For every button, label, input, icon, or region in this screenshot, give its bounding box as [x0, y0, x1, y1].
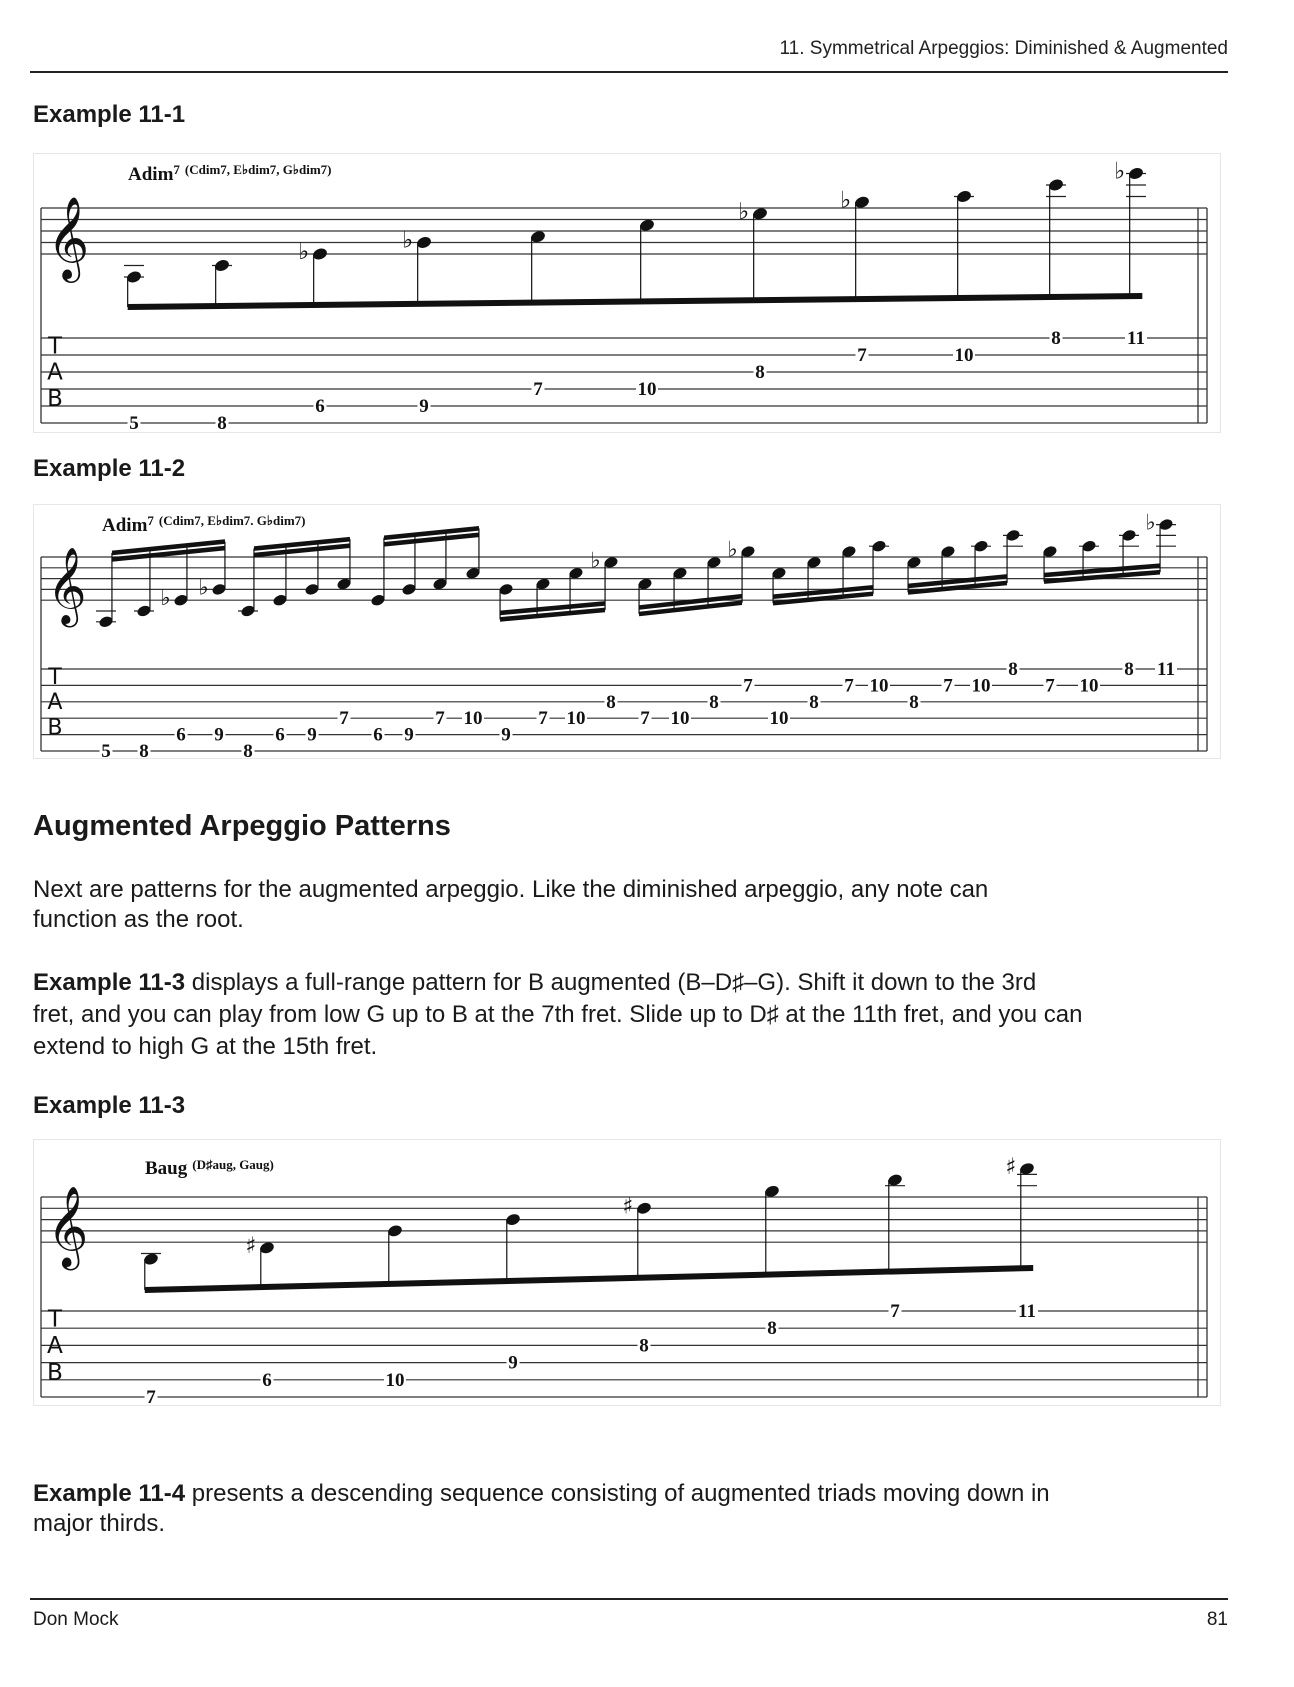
treble-clef-icon: 𝄞	[47, 1185, 89, 1268]
tab-fret-number: 7	[533, 379, 543, 400]
example-label: Example 11-2	[33, 455, 186, 482]
page-number: 81	[1206, 1609, 1228, 1630]
tab-fret-number: 6	[262, 1369, 272, 1391]
tab-fret-number: 8	[1008, 659, 1018, 680]
tab-fret-number: 8	[809, 691, 819, 713]
tab-fret-number: 7	[1045, 675, 1055, 697]
text-line	[33, 1479, 1050, 1509]
tab-fret-number: 7	[857, 345, 867, 366]
tab-fret-number: 9	[419, 396, 429, 417]
text-line: major thirds.	[33, 1510, 166, 1537]
tab-fret-number: 6	[373, 724, 383, 746]
tab-fret-number: 9	[501, 724, 511, 746]
staff-svg	[33, 1139, 1221, 1406]
paragraph-intro	[33, 875, 988, 935]
chord-alternates: (D♯aug, Gaug)	[192, 1157, 274, 1172]
chord-alternates: (Cdim7, E♭dim7, G♭dim7)	[184, 162, 332, 177]
tab-fret-number: 7	[538, 708, 548, 730]
flat-icon: ♭	[402, 227, 414, 254]
treble-clef-icon: 𝄞	[47, 546, 87, 625]
example-label: Example 11-1	[33, 101, 186, 128]
chord-alternates: (Cdim7, E♭dim7. G♭dim7)	[158, 513, 306, 528]
tab-fret-number: 10	[670, 708, 690, 730]
flat-icon: ♭	[198, 575, 209, 601]
chord-name: Baug	[145, 1158, 188, 1179]
footer-author: Don Mock	[33, 1609, 119, 1630]
sharp-icon: ♯	[1005, 1153, 1017, 1180]
tab-fret-number: 8	[243, 741, 253, 759]
sharp-icon: ♯	[245, 1232, 257, 1259]
text-line: function as the root.	[33, 906, 244, 933]
tab-fret-number: 7	[339, 708, 349, 730]
tab-fret-number: 10	[971, 675, 991, 697]
tab-fret-number: 10	[566, 708, 586, 730]
tab-fret-number: 10	[769, 708, 789, 730]
tab-fret-number: 9	[214, 724, 224, 746]
tab-fret-number: 8	[755, 362, 765, 383]
sharp-icon: ♯	[622, 1193, 634, 1220]
notation-example-11-1	[33, 153, 1221, 433]
tab-clef-letter: A	[47, 1332, 63, 1360]
tab-fret-number: 8	[1051, 328, 1061, 349]
tab-clef-letter: B	[47, 386, 63, 412]
example-label: Example 11-3	[33, 1092, 186, 1119]
flat-icon: ♭	[840, 187, 852, 214]
text-line	[33, 967, 1082, 999]
tab-fret-number: 7	[743, 675, 753, 697]
tab-fret-number: 7	[890, 1301, 900, 1322]
notation-frame	[34, 1140, 1221, 1406]
tab-fret-number: 9	[404, 724, 414, 746]
flat-icon: ♭	[1114, 158, 1126, 185]
tab-fret-number: 5	[101, 741, 111, 759]
tab-fret-number: 5	[129, 413, 139, 433]
tab-fret-number: 7	[435, 708, 445, 730]
tab-fret-number: 8	[767, 1318, 777, 1340]
tab-fret-number: 11	[1018, 1301, 1036, 1322]
flat-icon: ♭	[727, 537, 738, 563]
tab-clef-letter: T	[47, 333, 63, 360]
tab-fret-number: 8	[606, 691, 616, 713]
notation-frame	[34, 154, 1221, 433]
tab-fret-number: 7	[943, 675, 953, 697]
chord-superscript: 7	[147, 513, 154, 528]
tab-fret-number: 11	[1157, 659, 1175, 680]
flat-icon: ♭	[1145, 510, 1156, 536]
tab-fret-number: 10	[637, 379, 657, 400]
text-run: displays a full-range pattern for B augmented (B–D♯–G). Shift it down to the 3rd	[185, 969, 1037, 996]
tab-fret-number: 6	[315, 396, 325, 417]
tab-fret-number: 6	[176, 724, 186, 746]
tab-fret-number: 10	[385, 1369, 405, 1391]
text-line: fret, and you can play from low G up to B at the 7th fret. Slide up to D♯ at the 11th fret, and you can	[33, 1001, 1083, 1028]
flat-icon: ♭	[738, 198, 750, 225]
staff-svg	[33, 504, 1221, 759]
tab-clef-letter: B	[47, 714, 63, 741]
tab-fret-number: 8	[1124, 659, 1134, 680]
tab-fret-number: 9	[307, 724, 317, 746]
treble-clef-icon: 𝄞	[47, 196, 90, 279]
section-heading: Augmented Arpeggio Patterns	[33, 810, 451, 842]
flat-icon: ♭	[298, 239, 310, 266]
tab-fret-number: 8	[709, 691, 719, 713]
chord-name: Adim	[128, 164, 174, 185]
tab-fret-number: 10	[869, 675, 889, 697]
tab-clef-letter: A	[47, 359, 63, 386]
tab-fret-number: 7	[640, 708, 650, 730]
tab-fret-number: 9	[508, 1352, 518, 1374]
chord-name: Adim	[102, 515, 148, 536]
paragraph-example-11-3	[33, 967, 1082, 1063]
tab-clef-letter: B	[47, 1358, 63, 1386]
tab-fret-number: 8	[217, 413, 227, 433]
tab-fret-number: 8	[639, 1335, 649, 1357]
tab-clef-letter: T	[48, 663, 62, 690]
tab-fret-number: 8	[909, 691, 919, 713]
example-reference: Example 11-3	[33, 969, 186, 996]
tab-fret-number: 10	[463, 708, 483, 730]
footer-rule	[30, 1598, 1228, 1600]
notation-example-11-3	[33, 1139, 1221, 1406]
tab-fret-number: 6	[275, 724, 285, 746]
running-header: 11. Symmetrical Arpeggios: Diminished & Augmented	[779, 38, 1228, 59]
flat-icon: ♭	[160, 586, 171, 612]
header-rule	[30, 71, 1228, 73]
example-reference: Example 11-4	[33, 1480, 186, 1507]
tab-fret-number: 10	[1079, 675, 1099, 697]
flat-icon: ♭	[590, 548, 601, 574]
tab-fret-number: 11	[1127, 328, 1145, 349]
text-line: extend to high G at the 15th fret.	[33, 1033, 378, 1060]
tab-fret-number: 10	[954, 345, 974, 366]
chord-superscript: 7	[173, 162, 180, 177]
paragraph-example-11-4	[33, 1479, 1050, 1539]
text-line: Next are patterns for the augmented arpeggio. Like the diminished arpeggio, any note can	[33, 876, 989, 903]
text-run: presents a descending sequence consisting of augmented triads moving down in	[185, 1480, 1050, 1507]
tab-clef-letter: T	[47, 1305, 63, 1333]
tab-fret-number: 7	[146, 1387, 156, 1406]
tab-fret-number: 8	[139, 741, 149, 759]
notation-example-11-2	[33, 504, 1221, 759]
tab-fret-number: 7	[844, 675, 854, 697]
tab-clef-letter: A	[47, 689, 63, 716]
staff-svg	[33, 153, 1221, 433]
